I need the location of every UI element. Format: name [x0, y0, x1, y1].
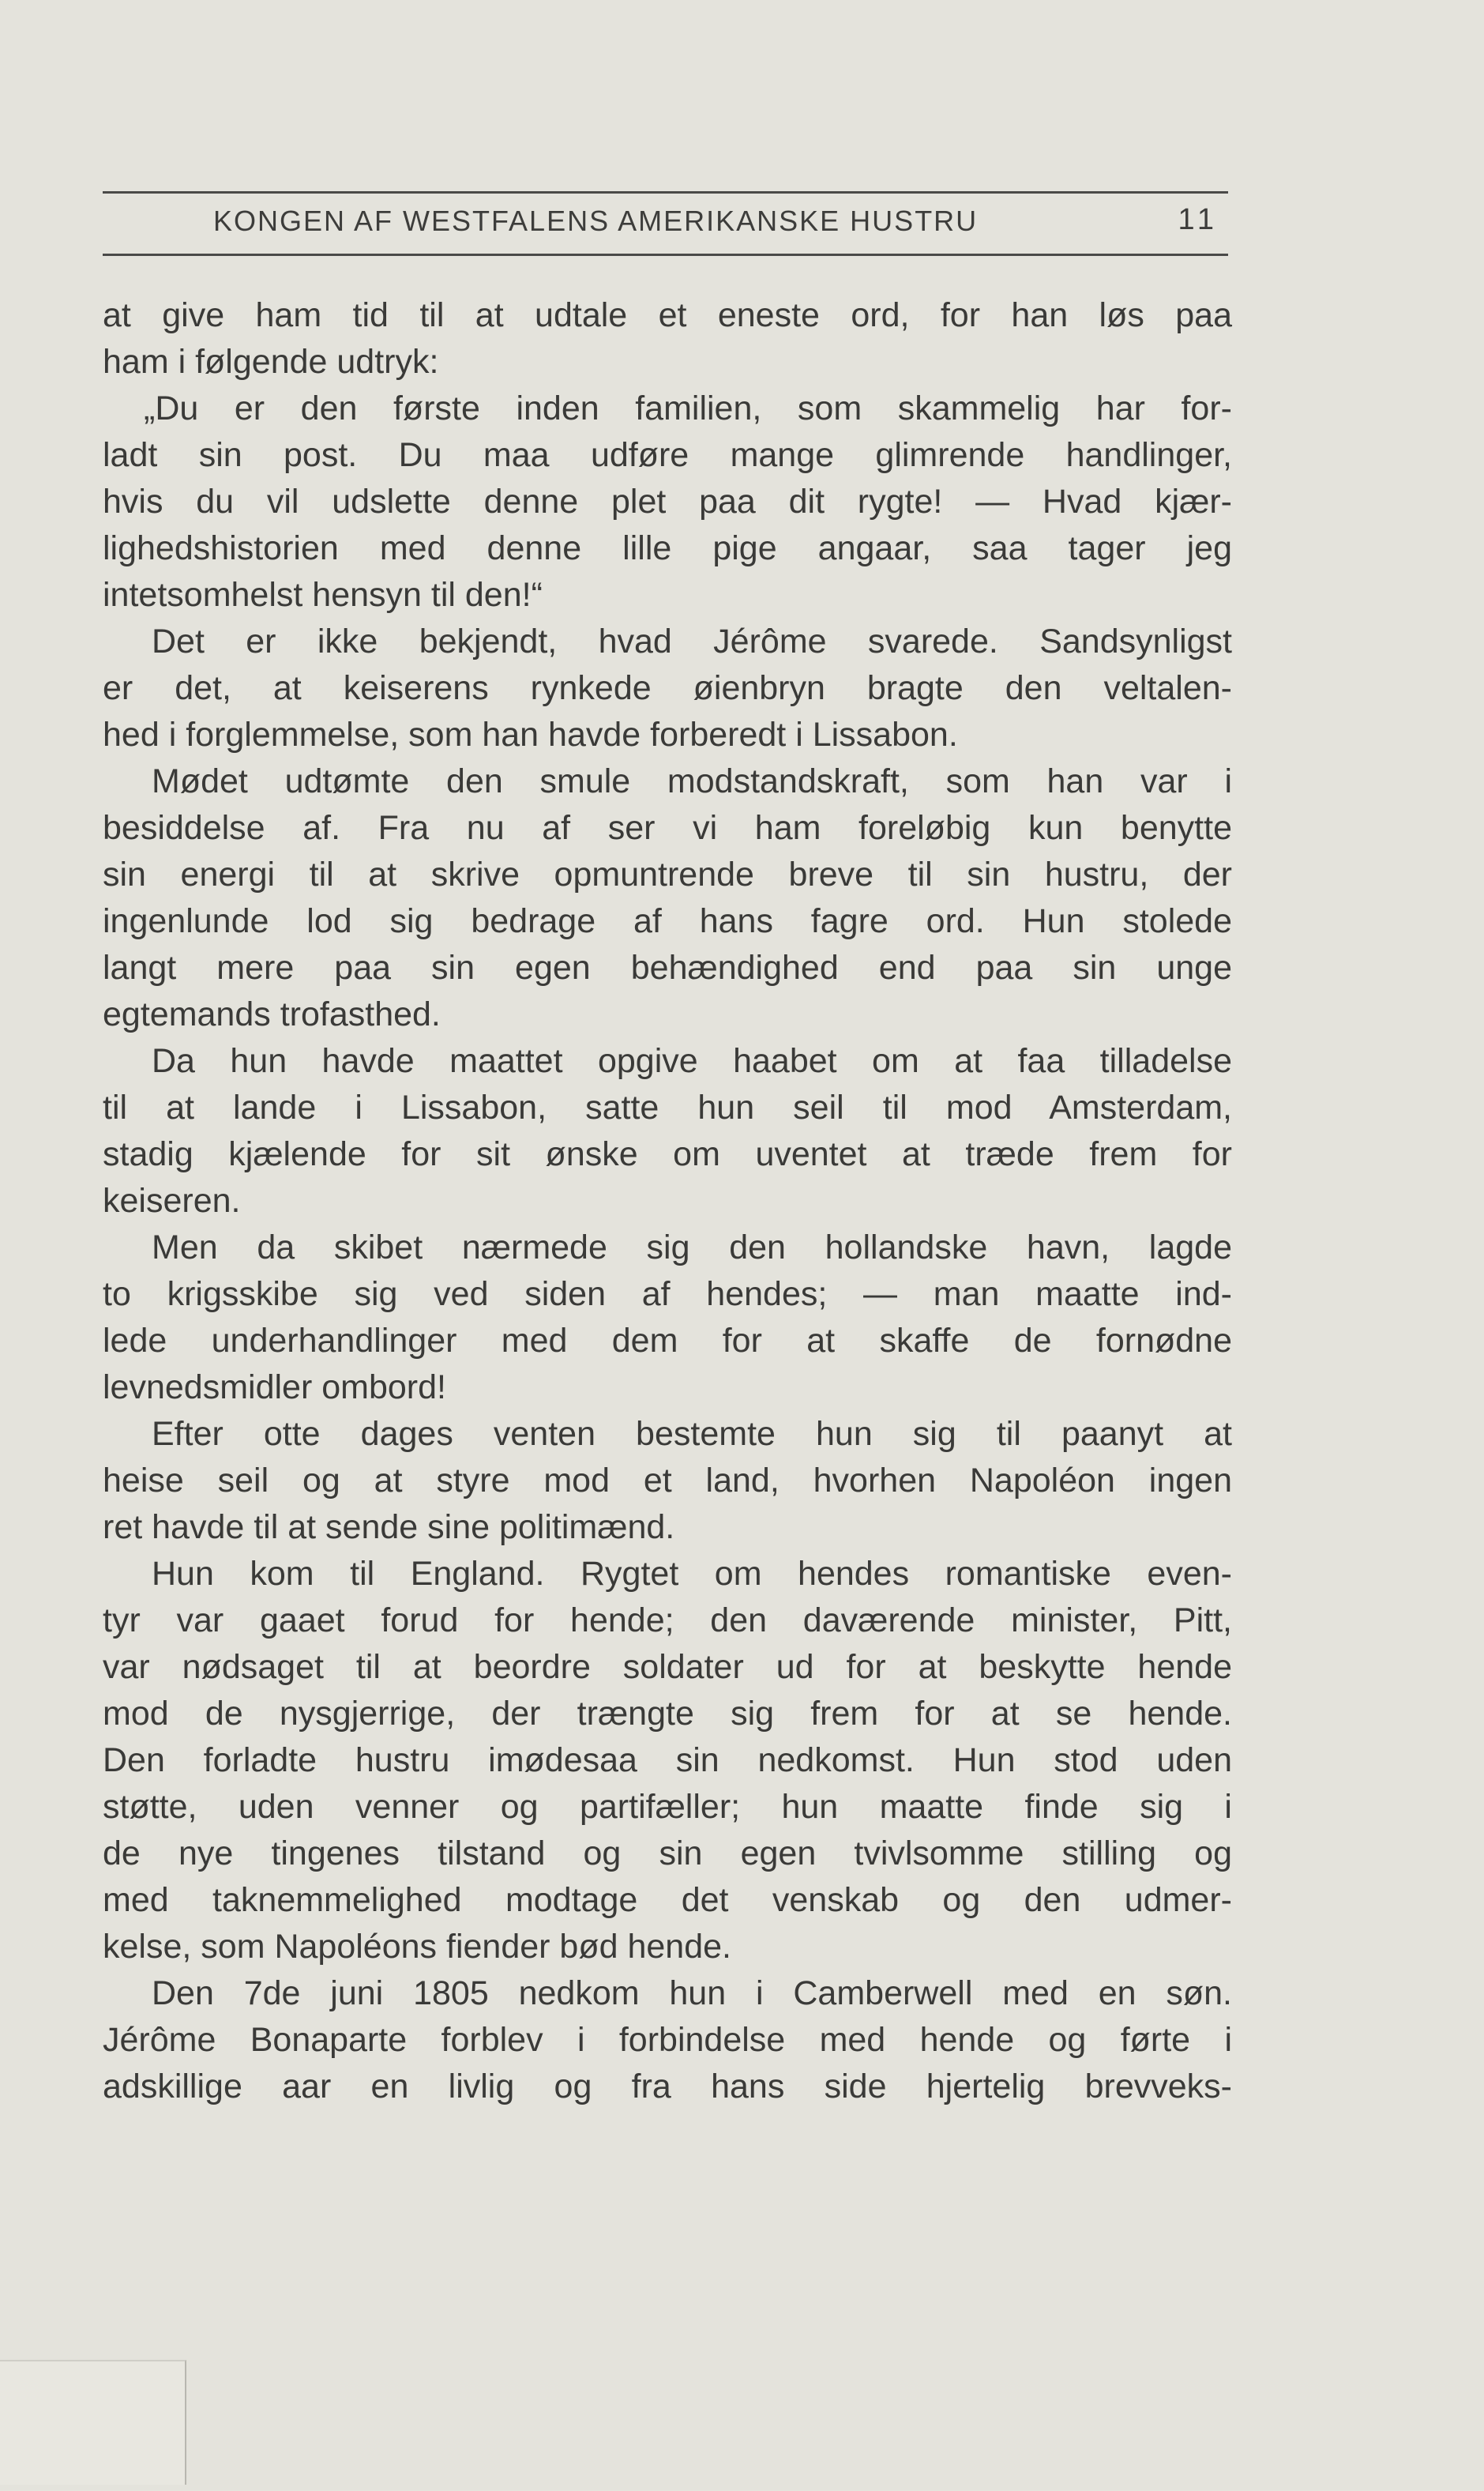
text-line: til at lande i Lissabon, satte hun seil til mod Amsterdam,	[103, 1089, 1232, 1127]
text-line: støtte, uden venner og partifæller; hun maatte finde sig i	[103, 1788, 1232, 1826]
text-line: heise seil og at styre mod et land, hvorhen Napoléon ingen	[103, 1462, 1232, 1499]
text-line: ret havde til at sende sine politimænd.	[103, 1508, 675, 1546]
scan-corner-mark	[0, 2360, 186, 2485]
text-line: hvis du vil udslette denne plet paa dit rygte! — Hvad kjær-	[103, 483, 1232, 521]
text-line: keiseren.	[103, 1182, 241, 1220]
text-line: lede underhandlinger med dem for at skaffe de fornødne	[103, 1322, 1232, 1360]
text-line: var nødsaget til at beordre soldater ud for at beskytte hende	[103, 1648, 1232, 1686]
text-line: besiddelse af. Fra nu af ser vi ham foreløbig kun benytte	[103, 809, 1232, 847]
text-line: lighedshistorien med denne lille pige angaar, saa tager jeg	[103, 529, 1232, 567]
text-line: Den 7de juni 1805 nedkom hun i Camberwell med en søn.	[152, 1974, 1232, 2012]
running-title: KONGEN AF WESTFALENS AMERIKANSKE HUSTRU	[213, 205, 979, 237]
text-line: stadig kjælende for sit ønske om uventet at træde frem for	[103, 1135, 1232, 1173]
text-line: ham i følgende udtryk:	[103, 343, 439, 381]
text-line: Da hun havde maattet opgive haabet om at faa tilladelse	[152, 1042, 1232, 1080]
text-line: hed i forglemmelse, som han havde forberedt i Lissabon.	[103, 716, 958, 754]
text-line: „Du er den første inden familien, som skammelig har for-	[144, 389, 1232, 427]
text-line: to krigsskibe sig ved siden af hendes; — man maatte ind-	[103, 1275, 1232, 1313]
text-line: egtemands trofasthed.	[103, 995, 441, 1033]
text-line: tyr var gaaet forud for hende; den daværende minister, Pitt,	[103, 1601, 1232, 1639]
text-line: ingenlunde lod sig bedrage af hans fagre ord. Hun stolede	[103, 902, 1232, 940]
text-line: kelse, som Napoléons fiender bød hende.	[103, 1928, 731, 1966]
text-line: de nye tingenes tilstand og sin egen tvivlsomme stilling og	[103, 1834, 1232, 1872]
page-number: 11	[1178, 203, 1219, 236]
text-line: ladt sin post. Du maa udføre mange glimrende handlinger,	[103, 436, 1232, 474]
text-line: mod de nysgjerrige, der trængte sig frem for at se hende.	[103, 1695, 1232, 1733]
text-line: sin energi til at skrive opmuntrende breve til sin hustru, der	[103, 856, 1232, 894]
text-line: Efter otte dages venten bestemte hun sig til paanyt at	[152, 1415, 1232, 1453]
text-line: intetsomhelst hensyn til den!“	[103, 576, 543, 614]
text-line: adskillige aar en livlig og fra hans side hjertelig brevveks-	[103, 2068, 1232, 2105]
text-line: Den forladte hustru imødesaa sin nedkomst. Hun stod uden	[103, 1741, 1232, 1779]
text-line: langt mere paa sin egen behændighed end paa sin unge	[103, 949, 1232, 987]
text-line: er det, at keiserens rynkede øienbryn bragte den veltalen-	[103, 669, 1232, 707]
text-line: at give ham tid til at udtale et eneste ord, for han løs paa	[103, 296, 1232, 334]
running-header	[103, 191, 1228, 256]
text-line: Mødet udtømte den smule modstandskraft, som han var i	[152, 762, 1232, 800]
text-line: levnedsmidler ombord!	[103, 1368, 446, 1406]
text-line: med taknemmelighed modtage det venskab og den udmer-	[103, 1881, 1232, 1919]
page-body-text	[103, 292, 1232, 2110]
text-line: Men da skibet nærmede sig den hollandske havn, lagde	[152, 1229, 1232, 1266]
text-line: Jérôme Bonaparte forblev i forbindelse med hende og førte i	[103, 2021, 1232, 2059]
text-line: Det er ikke bekjendt, hvad Jérôme svarede. Sandsynligst	[152, 623, 1232, 660]
text-line: Hun kom til England. Rygtet om hendes romantiske even-	[152, 1555, 1232, 1593]
